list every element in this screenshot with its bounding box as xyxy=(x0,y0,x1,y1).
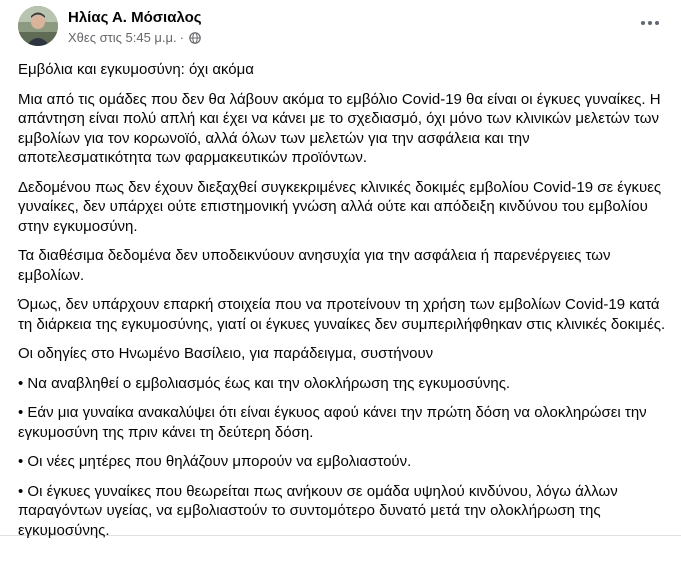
more-dot xyxy=(655,21,659,25)
post-title: Εμβόλια και εγκυμοσύνη: όχι ακόμα xyxy=(18,61,254,78)
globe-icon[interactable] xyxy=(189,32,201,44)
bullet-item: • Να αναβληθεί ο εμβολιασμός έως και την ολοκλήρωση της εγκυμοσύνης. xyxy=(18,374,511,392)
post-paragraph: Δεδομένου πως δεν έχουν διεξαχθεί συγκεκριμένες κλινικές δοκιμές εμβολίου Covid-19 σε έγκυες γυναίκες, δεν υπάρχει ούτε επιστημονική γνώση αλλά ούτε και απόδειξη κινδύνου του εμβολίου στην εγκυμοσύνη. xyxy=(18,178,662,235)
post-paragraph: Τα διαθέσιμα δεδομένα δεν υποδεικνύουν ανησυχία για την ασφάλεια ή παρενέργειες των εμβολίων. xyxy=(18,247,611,284)
post-meta xyxy=(68,30,201,45)
post-paragraph: Οι οδηγίες στο Ηνωμένο Βασίλειο, για παράδειγμα, συστήνουν xyxy=(18,345,434,362)
more-dot xyxy=(648,21,652,25)
more-options-icon[interactable] xyxy=(632,12,668,34)
post-timestamp[interactable]: Χθες στις 5:45 μ.μ. xyxy=(68,30,177,45)
post-paragraph: Όμως, δεν υπάρχουν επαρκή στοιχεία που να προτείνουν τη χρήση των εμβολίων Covid-19 κατά τη διάρκεια της εγκυμοσύνης, γιατί οι έγκυες γυναίκες δεν συμπεριλήφθηκαν στις κλινικές δοκιμές. xyxy=(18,296,666,333)
author-name[interactable]: Ηλίας Α. Μόσιαλος xyxy=(68,9,202,26)
more-dot xyxy=(641,21,645,25)
bullet-item: • Εάν μια γυναίκα ανακαλύψει ότι είναι έγκυος αφού κάνει την πρώτη δόση να ολοκληρώσει την εγκυμοσύνη της πριν κάνει τη δεύτερη δόση. xyxy=(18,404,647,441)
post-paragraph: Μια από τις ομάδες που δεν θα λάβουν ακόμα το εμβόλιο Covid-19 θα είναι οι έγκυες γυναίκες. Η απάντηση είναι πολύ απλή και έχει να κάνει με το σχεδιασμό, όχι μόνο των κλινικών μελετών των εμβολίων για τον κορωνοϊό, αλλά όλων των μελετών για την ασφάλεια και την αποτελεσματικότητα των φαρμακευτικών προϊόντων. xyxy=(18,90,661,166)
bullet-item: • Οι έγκυες γυναίκες που θεωρείται πως ανήκουν σε ομάδα υψηλού κινδύνου, λόγω άλλων παραγόντων υγείας, να εμβολιαστούν το συντομότερο δυνατό μετά την ολοκλήρωση της εγκυμοσύνης. xyxy=(18,482,618,539)
bullet-item: • Οι νέες μητέρες που θηλάζουν μπορούν να εμβολιαστούν. xyxy=(18,453,412,470)
post-body xyxy=(18,60,666,550)
meta-separator: · xyxy=(179,30,184,45)
avatar[interactable] xyxy=(18,6,58,46)
avatar-image xyxy=(18,6,58,46)
post-header xyxy=(18,6,668,50)
